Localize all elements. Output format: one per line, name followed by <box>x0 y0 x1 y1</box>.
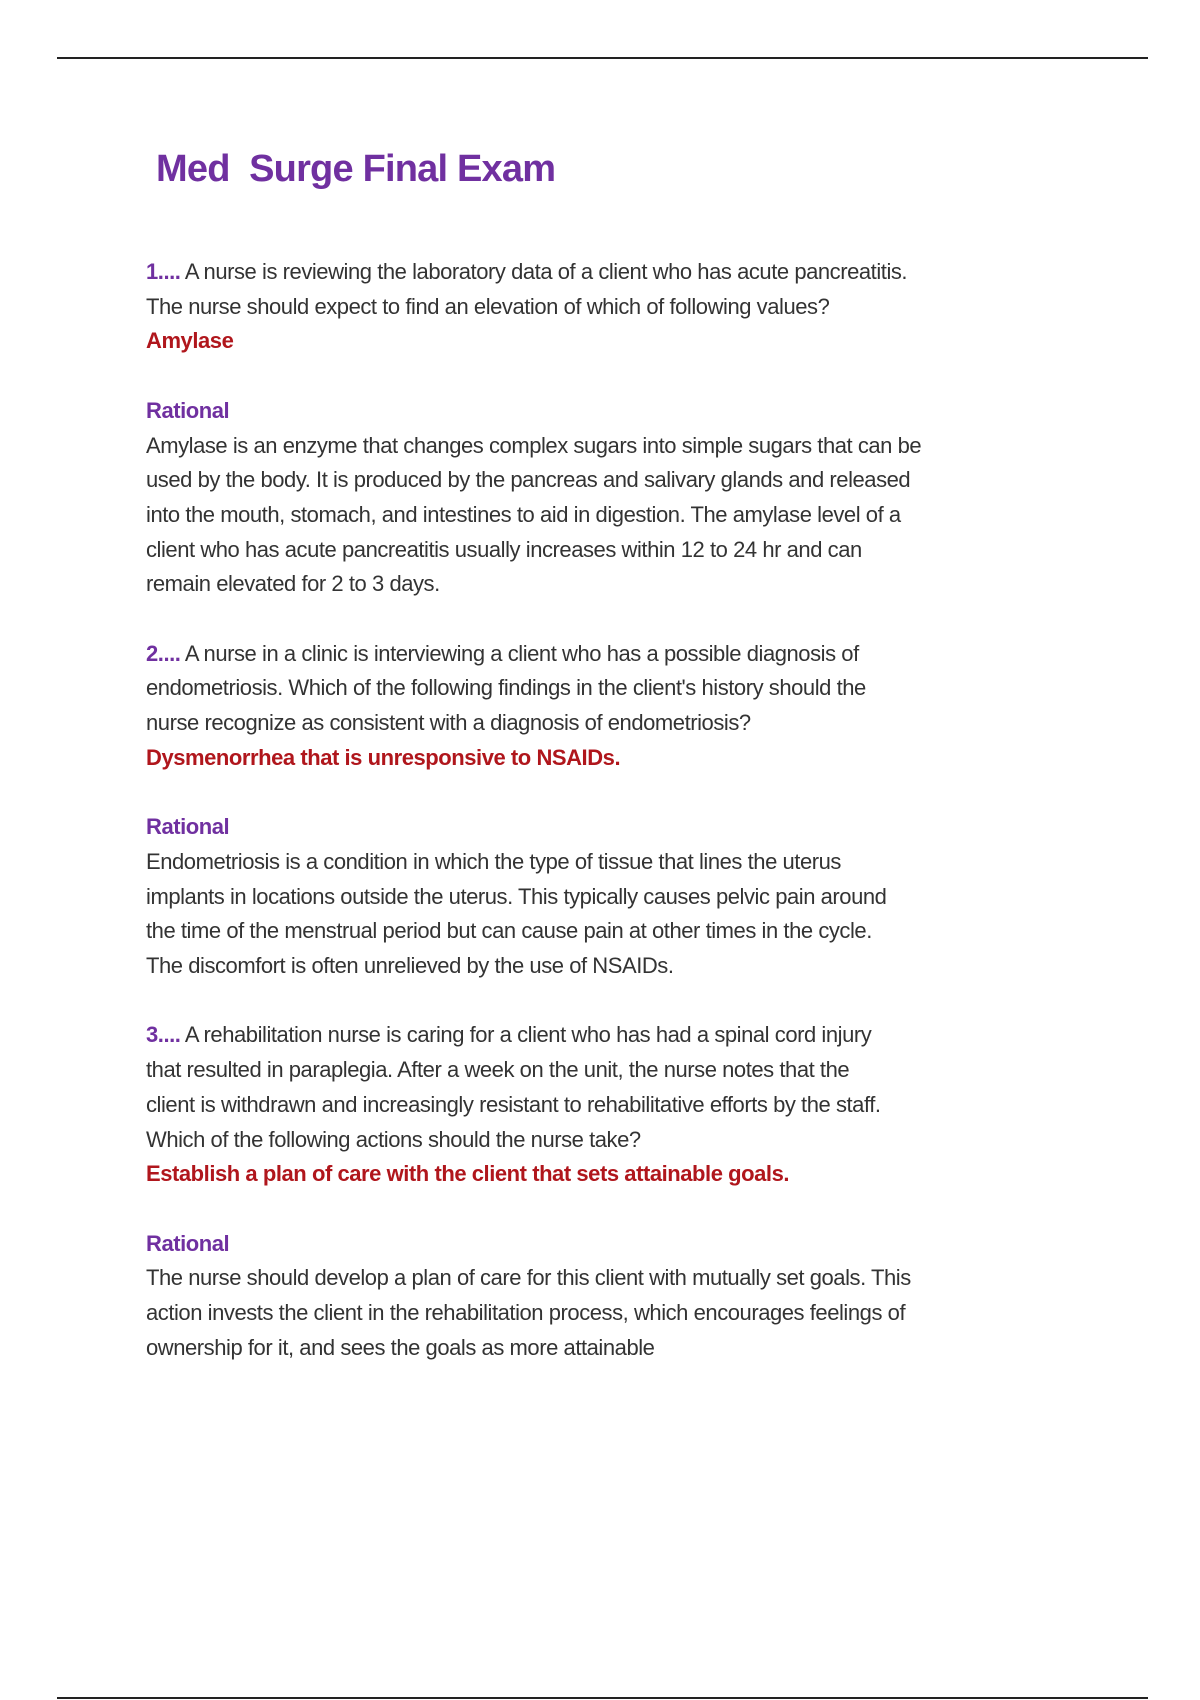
question-text: that resulted in paraplegia. After a week on the unit, the nurse notes that the <box>146 1057 850 1083</box>
rational-text-line: Endometriosis is a condition in which the type of tissue that lines the uterus <box>146 848 841 874</box>
rational-text-line: Amylase is an enzyme that changes complex sugars into simple sugars that can be <box>146 432 922 458</box>
header-rule <box>57 57 1148 59</box>
question-text-line <box>146 1088 1146 1123</box>
rational-2 <box>146 810 1146 984</box>
question-text: A nurse in a clinic is interviewing a client who has a possible diagnosis of <box>180 640 859 666</box>
rational-heading: Rational <box>146 1230 230 1256</box>
question-text: nurse recognize as consistent with a diagnosis of endometriosis? <box>146 710 751 736</box>
rational-text-line: the time of the menstrual period but can cause pain at other times in the cycle. <box>146 918 872 944</box>
question-1 <box>146 255 1146 359</box>
rational-text-line: implants in locations outside the uterus. This typically causes pelvic pain around <box>146 883 887 909</box>
question-text: A nurse is reviewing the laboratory data of a client who has acute pancreatitis. <box>180 259 908 284</box>
question-text: The nurse should expect to find an elevation of which of following values? <box>146 293 830 319</box>
rational-heading: Rational <box>146 397 230 423</box>
rational-text-line: action invests the client in the rehabilitation process, which encourages feelings of <box>146 1300 906 1326</box>
answer: Amylase <box>146 328 234 354</box>
question-text-line <box>146 671 1146 706</box>
rational-text-line: ownership for it, and sees the goals as more attainable <box>146 1334 655 1360</box>
rational-text-line: remain elevated for 2 to 3 days. <box>146 571 440 597</box>
question-text-line <box>146 1053 1146 1088</box>
question-number: 1.... <box>146 259 181 284</box>
question-text-line <box>146 1018 1146 1053</box>
question-text-line <box>146 1123 1146 1158</box>
question-text-line <box>146 255 1146 290</box>
question-number: 2.... <box>146 640 181 666</box>
question-text: client is withdrawn and increasingly resistant to rehabilitative efforts by the staff. <box>146 1091 881 1117</box>
question-text-line <box>146 637 1146 672</box>
rational-text-line: The discomfort is often unrelieved by the use of NSAIDs. <box>146 953 674 979</box>
rational-text-line: used by the body. It is produced by the pancreas and salivary glands and released <box>146 467 911 493</box>
rational-heading: Rational <box>146 814 230 840</box>
question-number: 3.... <box>146 1022 181 1048</box>
answer: Dysmenorrhea that is unresponsive to NSAIDs. <box>146 744 621 770</box>
rational-text-line: client who has acute pancreatitis usually increases within 12 to 24 hr and can <box>146 536 862 562</box>
question-text: Which of the following actions should the nurse take? <box>146 1126 641 1152</box>
answer: Establish a plan of care with the client that sets attainable goals. <box>146 1161 790 1187</box>
rational-text-line: The nurse should develop a plan of care for this client with mutually set goals. This <box>146 1265 911 1291</box>
page-title: Med Surge Final Exam <box>156 148 556 190</box>
question-2 <box>146 637 1146 776</box>
rational-3 <box>146 1227 1146 1366</box>
document-body <box>146 255 1146 1400</box>
question-text: A rehabilitation nurse is caring for a client who has had a spinal cord injury <box>180 1022 872 1048</box>
question-3 <box>146 1018 1146 1192</box>
rational-text-line: into the mouth, stomach, and intestines to aid in digestion. The amylase level of a <box>146 501 901 527</box>
footer-rule <box>57 1697 1148 1699</box>
question-text-line <box>146 706 1146 741</box>
question-text-line <box>146 290 1146 325</box>
rational-1 <box>146 394 1146 602</box>
question-text: endometriosis. Which of the following findings in the client's history should the <box>146 675 866 701</box>
